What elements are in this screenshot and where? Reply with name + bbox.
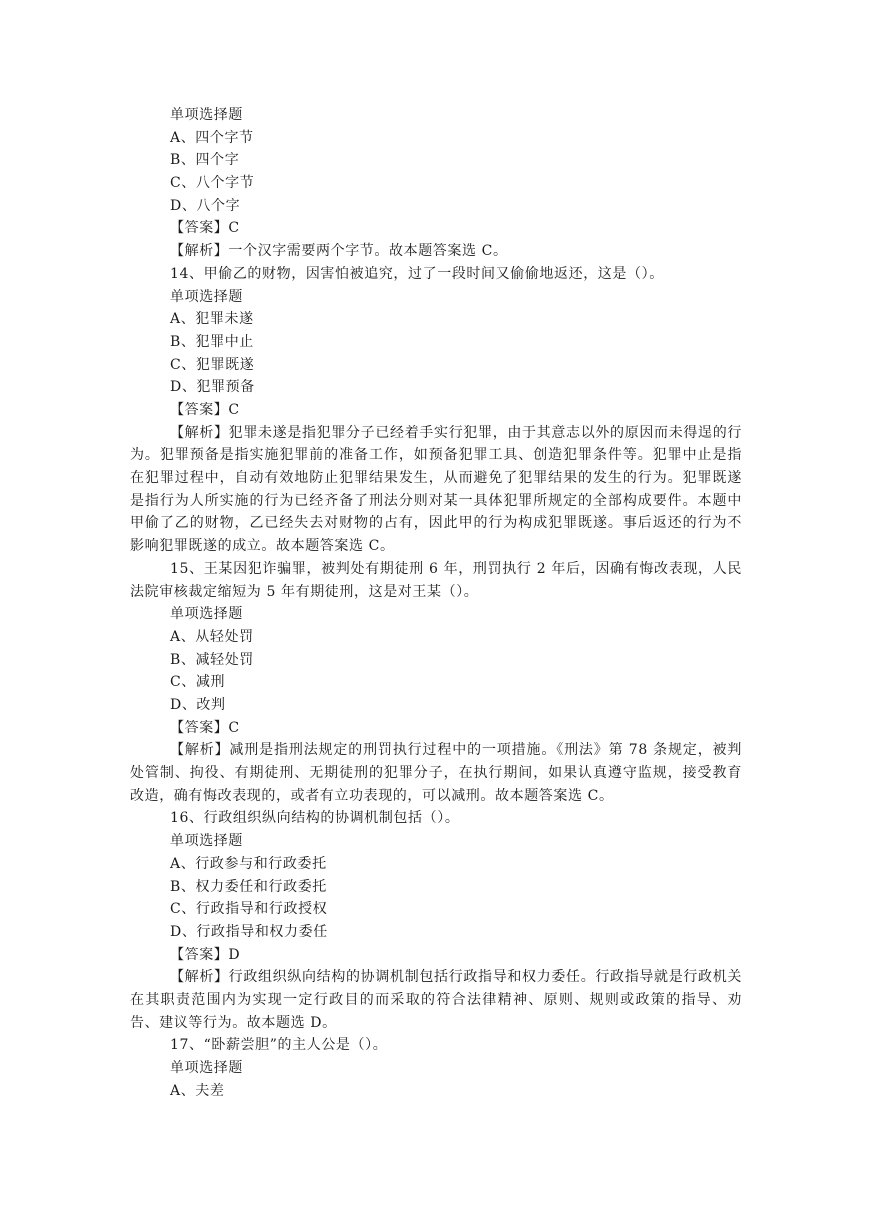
option-a: A、从轻处罚 — [170, 628, 254, 645]
answer: 【答案】C — [170, 220, 240, 237]
option-c: C、八个字节 — [170, 175, 255, 192]
option-d: D、行政指导和权力委任 — [170, 923, 328, 940]
answer: 【答案】C — [170, 719, 240, 736]
analysis: 【解析】行政组织纵向结构的协调机制包括行政指导和权力委任。行政指导就是行政机关在其职责范围内为实现一定行政目的而采取的符合法律精神、原则、规则或政策的指导、劝告、建议等行为。故本题选 D。 — [130, 969, 742, 1031]
option-b: B、犯罪中止 — [170, 333, 254, 350]
option-c: C、行政指导和行政授权 — [170, 901, 328, 918]
question-type: 单项选择题 — [170, 1060, 243, 1077]
analysis: 【解析】犯罪未遂是指犯罪分子已经着手实行犯罪，由于其意志以外的原因而未得逞的行为。犯罪预备是指实施犯罪前的准备工作，如预备犯罪工具、创造犯罪条件等。犯罪中止是指在犯罪过程中，自动有效地防止犯罪结果发生，从而避免了犯罪结果的发生的行为。犯罪既遂是指行为人所实施的行为已经齐备了刑法分则对某一具体犯罪所规定的全部构成要件。本题中甲偷了乙的财物，乙已经失去对财物的占有，因此甲的行为构成犯罪既遂。事后返还的行为不影响犯罪既遂的成立。故本题答案选 C。 — [130, 424, 742, 555]
question-type: 单项选择题 — [170, 288, 243, 305]
option-d: D、犯罪预备 — [170, 379, 255, 396]
question-14: 14、甲偷乙的财物，因害怕被追究，过了一段时间又偷偷地返还，这是（）。 — [170, 265, 664, 282]
option-a: A、犯罪未遂 — [170, 311, 254, 328]
question-type: 单项选择题 — [170, 107, 243, 123]
option-a: A、四个字节 — [170, 129, 254, 146]
option-c: C、减刑 — [170, 674, 226, 691]
analysis: 【解析】减刑是指刑法规定的刑罚执行过程中的一项措施。《刑法》第 78 条规定，被判处管制、拘役、有期徒刑、无期徒刑的犯罪分子，在执行期间，如果认真遵守监规，接受教育改造，确有悔改表现的，或者有立功表现的，可以减刑。故本题答案选 C。 — [130, 742, 742, 804]
document-content — [130, 104, 742, 1102]
question-17: 17、“卧薪尝胆”的主人公是（）。 — [170, 1037, 388, 1054]
answer: 【答案】C — [170, 401, 240, 418]
answer: 【答案】D — [170, 946, 241, 963]
analysis: 【解析】一个汉字需要两个字节。故本题答案选 C。 — [170, 243, 508, 260]
question-16: 16、行政组织纵向结构的协调机制包括（）。 — [170, 810, 460, 827]
option-a: A、夫差 — [170, 1082, 225, 1099]
option-c: C、犯罪既遂 — [170, 356, 255, 373]
question-type: 单项选择题 — [170, 606, 243, 623]
option-d: D、八个字 — [170, 197, 241, 214]
question-type: 单项选择题 — [170, 833, 243, 850]
option-d: D、改判 — [170, 697, 226, 713]
question-15: 15、王某因犯诈骗罪，被判处有期徒刑 6 年，刑罚执行 2 年后，因确有悔改表现，人民法院审核裁定缩短为 5 年有期徒刑，这是对王某（）。 — [130, 560, 742, 600]
option-b: B、权力委任和行政委托 — [170, 878, 327, 895]
option-a: A、行政参与和行政委托 — [170, 855, 327, 872]
option-b: B、四个字 — [170, 152, 240, 169]
option-b: B、减轻处罚 — [170, 651, 254, 668]
